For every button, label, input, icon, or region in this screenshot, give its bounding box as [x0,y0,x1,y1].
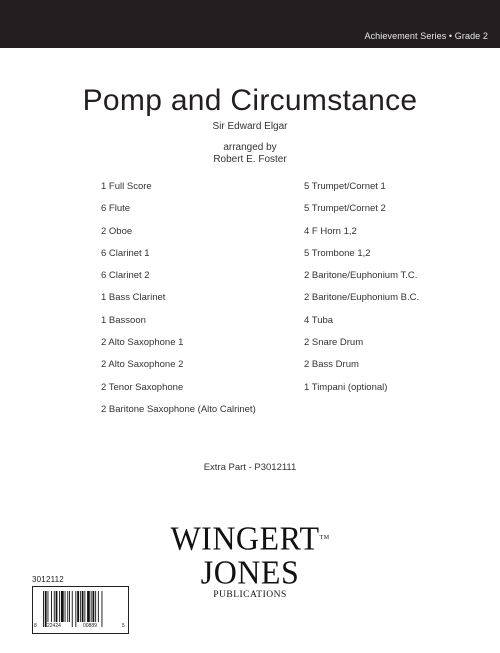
barcode-bars [37,591,126,627]
part-item: 1 Full Score [101,181,152,192]
header-bar [0,0,500,48]
barcode-bar [77,591,79,622]
barcode-bar [95,591,96,622]
parts-list-right [304,181,419,404]
part-item: 4 F Horn 1,2 [304,225,357,237]
part-item: 5 Trumpet/Cornet 1 [304,181,386,192]
part-item: 2 Tenor Saxophone [101,381,184,393]
barcode-digit-last: 5 [122,623,125,629]
logo-publications: PUBLICATIONS [213,590,287,600]
extra-part-number: Extra Part - P3012111 [203,462,297,473]
logo-jones: JONES [200,553,300,591]
logo-wingert: WINGERT™ [170,519,330,557]
barcode-bar [51,591,52,622]
barcode-bar [82,591,84,622]
barcode-digit-first: 8 [34,623,37,629]
part-item: 1 Bassoon [101,314,146,326]
parts-list-left [101,181,256,426]
series-label: Achievement Series • Grade 2 [364,31,488,41]
barcode-bar [75,591,76,627]
part-item: 2 Baritone Saxophone (Alto Calrinet) [101,403,256,415]
barcode-bar [98,591,99,622]
barcode-bar [61,591,64,622]
barcode-bar [48,591,49,622]
part-item: 2 Alto Saxophone 2 [101,359,184,371]
barcode-bar [54,591,55,622]
arranger-block [0,142,500,166]
barcode-bar [72,591,73,627]
barcode-bar [43,591,44,627]
barcode-bar [67,591,68,622]
part-item: 2 Bass Drum [304,359,359,371]
barcode-bar [69,591,70,622]
trademark-mark: TM [319,534,330,542]
arranged-by-label: arranged by [223,142,277,153]
catalog-number: 3012112 [32,575,64,584]
part-item: 2 Oboe [101,225,133,237]
part-item: 2 Alto Saxophone 1 [101,337,184,349]
barcode-bar [93,591,95,622]
part-item: 2 Snare Drum [304,337,364,349]
part-item: 1 Timpani (optional) [304,381,388,393]
part-item: 2 Baritone/Euphonium B.C. [304,292,420,304]
barcode-bar [59,591,60,622]
part-item: 6 Flute [101,203,131,215]
barcode-bar [45,591,47,627]
barcode-bar [56,591,58,622]
part-item: 6 Clarinet 2 [101,270,150,282]
barcode-bar [65,591,66,622]
barcode-bar [80,591,81,622]
part-item: 6 Clarinet 1 [101,247,150,259]
barcode-bar [87,591,90,622]
arranger-name: Robert E. Foster [213,154,287,165]
barcode [32,586,129,634]
barcode-digits-right: 00889 [83,623,97,629]
barcode-bar [102,591,103,627]
barcode-bar [91,591,92,622]
page-title: Pomp and Circumstance [82,84,418,117]
barcode-bar [84,591,85,622]
composer: Sir Edward Elgar [212,121,288,132]
part-item: 2 Baritone/Euphonium T.C. [304,270,418,282]
part-item: 5 Trombone 1,2 [304,247,371,259]
part-item: 5 Trumpet/Cornet 2 [304,203,386,215]
barcode-digits-left: 22424 [47,623,61,629]
part-item: 1 Bass Clarinet [101,292,166,304]
part-item: 4 Tuba [304,314,334,326]
